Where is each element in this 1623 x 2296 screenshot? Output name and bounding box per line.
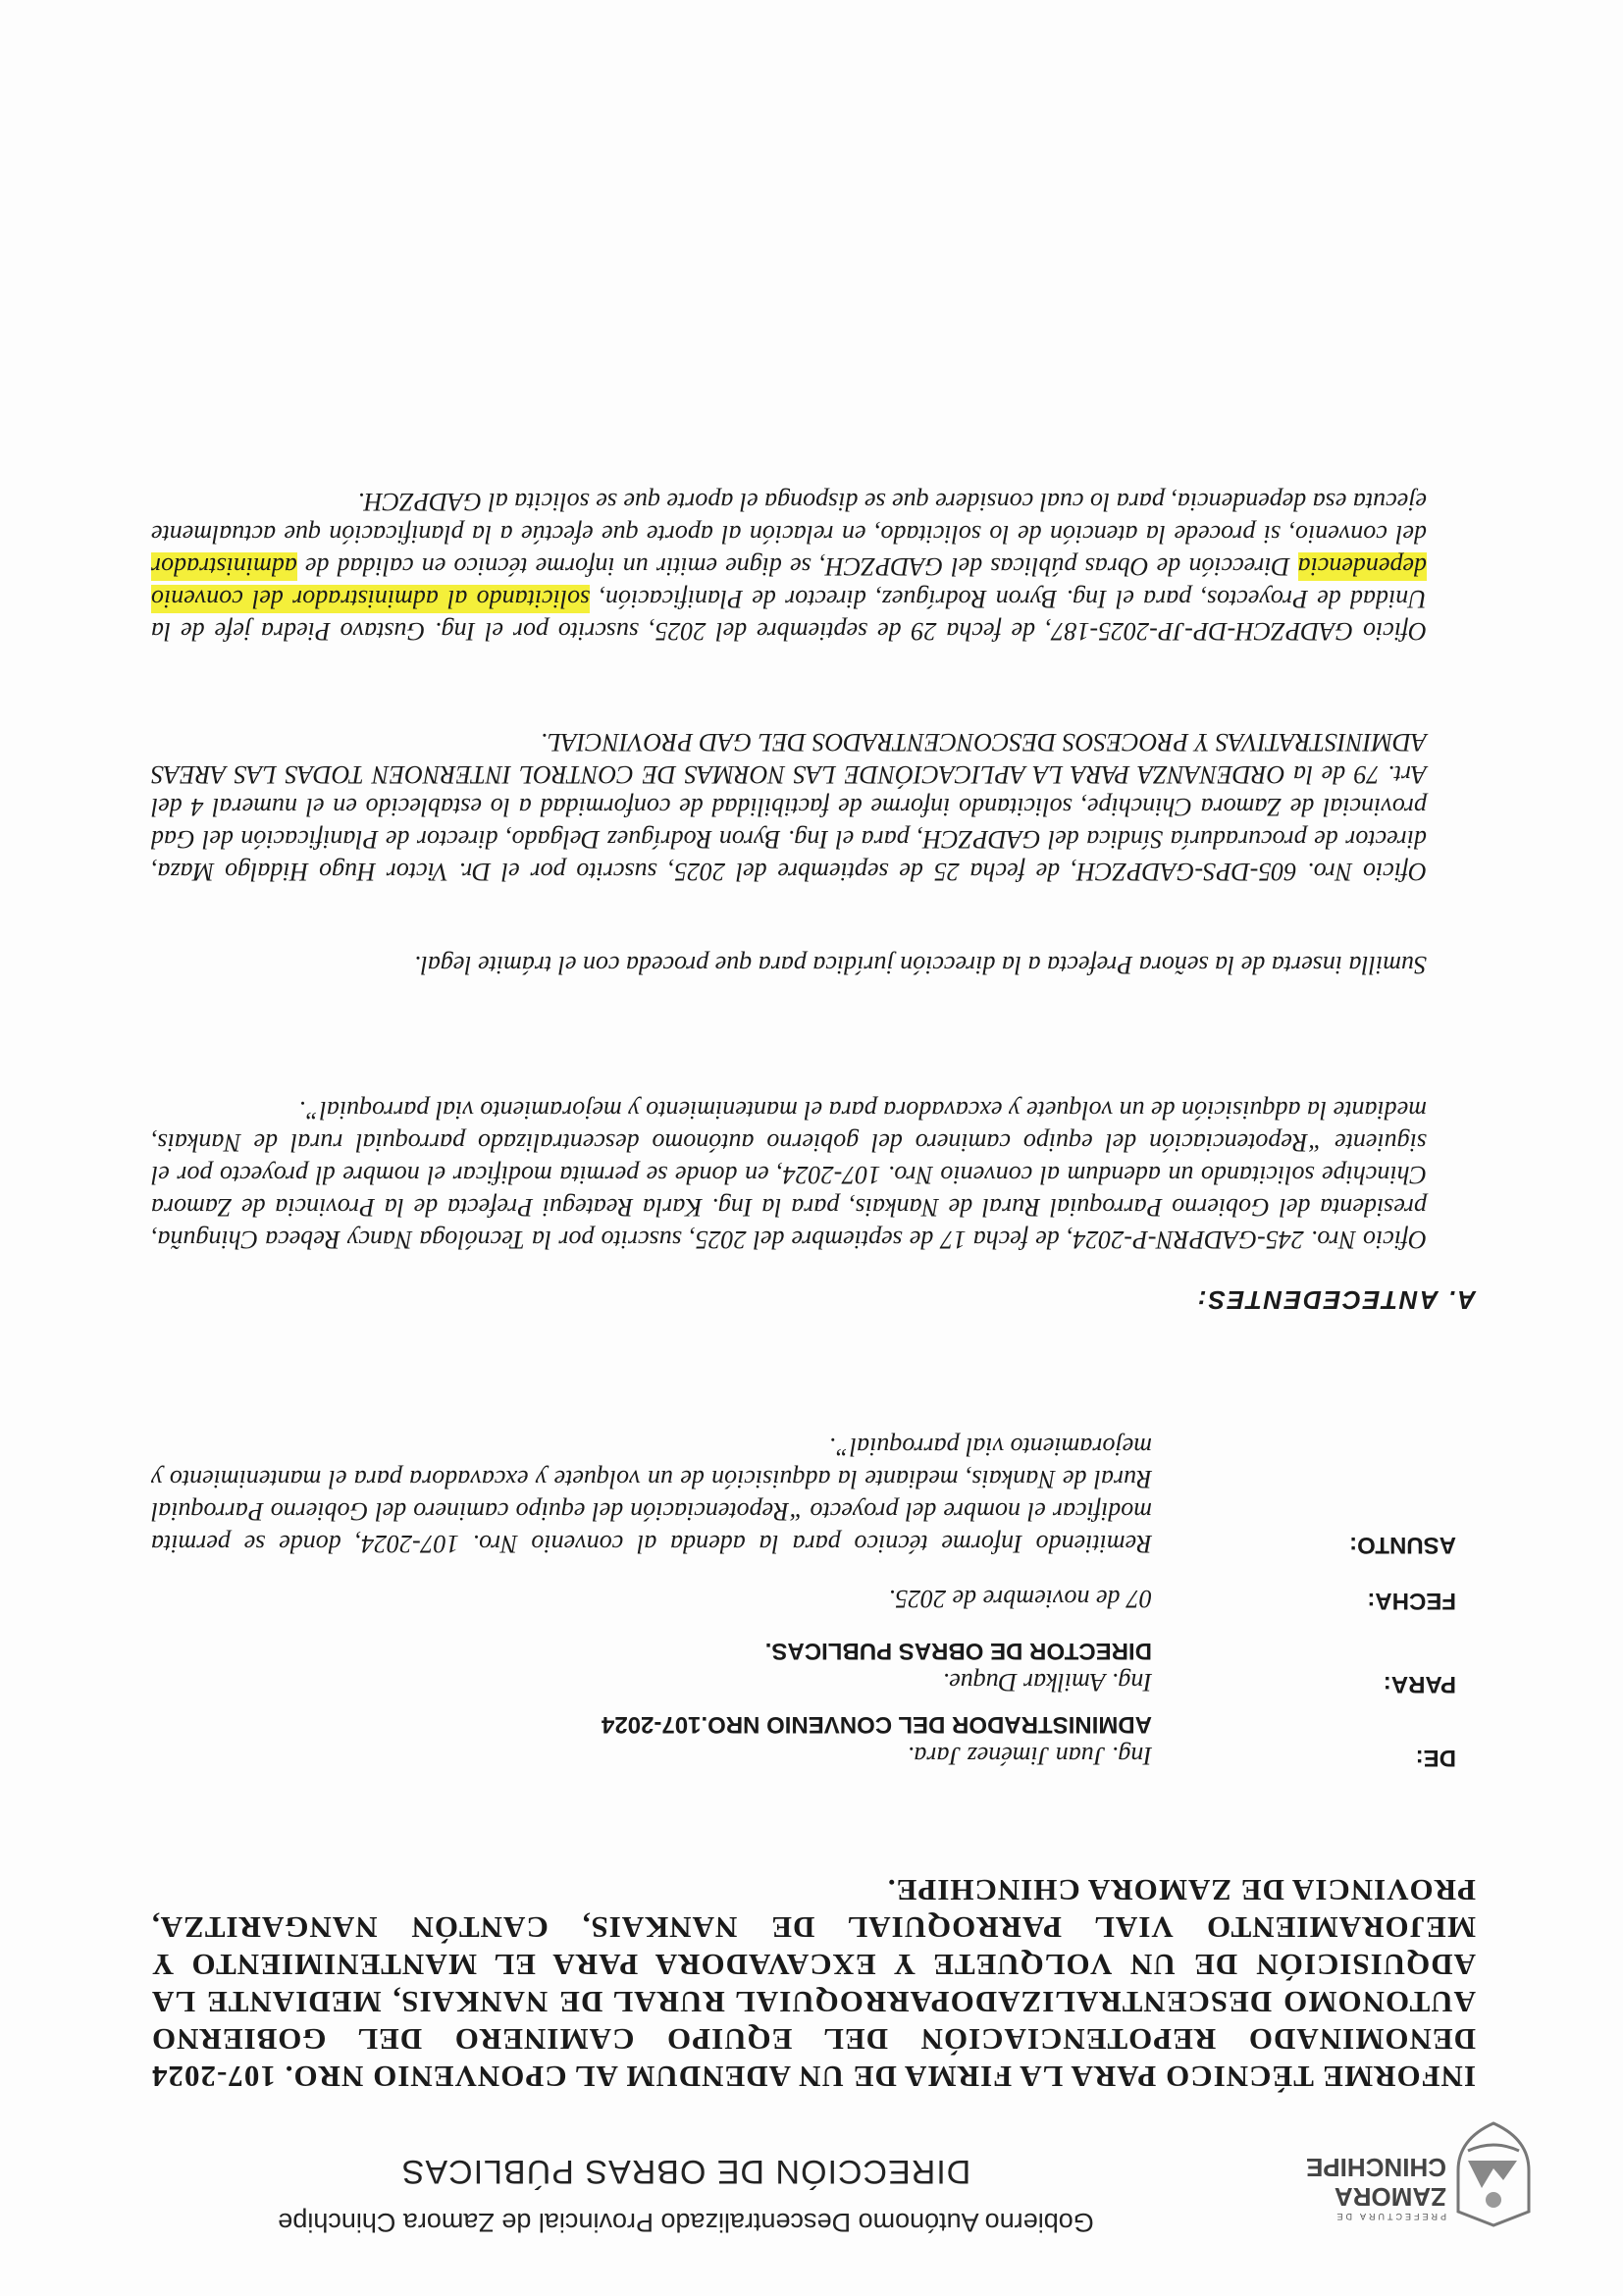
antecedente-paragraph-1: Oficio Nro. 245-GADPRN-P-2024, de fecha 17 de septiembre del 2025, suscrito por la Tecnóloga Nancy Rebeca Chinguña, presidenta del Gobierno Parroquial Rural de Nankais, para la Ing. Karla Reategui Prefecta de la Provincia de Zamora Chinchipe solicitando un adendum al convenio Nro. 107-2024, en donde se permita modificar el nombre dl proyecto por el siguiente “Repotenciación del equipo caminero del gobierno autónomo descentralizado parroquial rural de Nankais, mediante la adquisición de un volquete y excavadora para el mantenimiento y mejoramiento vial parroquial”. [151,1096,1427,1254]
letterhead [73,2110,1544,2237]
antecedente-paragraph-2: Sumilla inserta de la señora Prefecta a la dirección jurídica para que proceda con el trámite legal. [414,951,1427,979]
department-name: DIRECCIÓN DE OBRAS PÚBLICAS [400,2153,971,2190]
asunto-label: ASUNTO: [1349,1532,1456,1558]
logo-line-zamora: ZAMORA [1334,2182,1446,2212]
prefectura-logo [1305,2114,1544,2237]
p4-highlight-administrador: administrador [151,552,297,581]
de-role: ADMINISTRADOR DEL CONVENIO NRO.107-2024 [602,1711,1152,1738]
report-title: INFORME TÉCNICO PARA LA FIRMA DE UN ADENDUM AL CPONVENIO NRO. 107-2024 DENOMINADO REPOTENCIACIÓN DEL EQUIPO CAMINERO DEL GOBIERNO AUTONOMO DESCENTRALIZADOPARROQUIAL RURAL DE NANKAIS, MEDIANTE LA ADQUISICIÓN DE UN VOLQUETE Y EXCAVADORA PARA EL MANTENIMIENTO Y MEJORAMIENTO VIAL PARROQUIAL DE NANKAIS, CANTÓN NANGARITZA, PROVINCIA DE ZAMORA CHINCHIPE. [151,1873,1476,2094]
section-antecedentes-heading: A. ANTECEDENTES: [1195,1285,1476,1315]
p4-text-end: del convenio, si procede la atención de lo solicitado, en relación al aporte que efectúe a la planificación que actualmente ejecuta esa dependencia, para lo cual considere que se disponga el aporte que se solicita al GADPZCH. [151,488,1427,548]
fecha-label: FECHA: [1367,1588,1456,1614]
logo-line-chinchipe: CHINCHIPE [1305,2153,1446,2182]
para-name: Ing. Amilkar Duque. [942,1668,1152,1696]
antecedente-paragraph-4 [151,486,1427,648]
p4-text-middle: Dirección de Obras públicas del GADPZCH, se digne emitir un informe técnico en calidad de [296,552,1298,581]
organization-name: Gobierno Autónomo Descentralizado Provincial de Zamora Chinchipe [278,2208,1094,2237]
de-name: Ing. Juan Jiménez Jara. [907,1742,1152,1770]
prefectura-emblem-icon [1450,2119,1537,2229]
logo-small-caption: PREFECTURA DE [1334,2212,1446,2221]
antecedente-paragraph-3: Oficio Nro. 605-DPS-GADPZCH, de fecha 25 de septiembre del 2025, suscrito por el Dr. Victor Hugo Hidalgo Maza, director de procuraduría Síndica del GADPZCH, para el Ing. Byron Rodríguez Delgado, director de Planificación del Gad provincial de Zamora Chinchipe, solicitando informe de factibilidad de conformidad a lo establecido en el numeral 4 del Art. 79 de la ORDENANZA PARA LA APLICACIÓNDE LAS NORMAS DE CONTROL INTERNOEN TODAS LAS AREAS ADMINISTRATIVAS Y PROCESOS DESCONCENTRADOS DEL GAD PROVINCIAL. [151,728,1427,886]
p4-highlight-request: solicitando al administrador del convenio dependencia [150,552,1427,613]
para-label: PARA: [1383,1671,1456,1697]
asunto-value: Remitiendo Informe técnico para la adenda al convenio Nro. 107-2024, donde se permita modificar el nombre del proyecto “Repotenciación del equipo caminero del Gobierno Parroquial Rural de Nankais, mediante la adquisición de un volquete y excavadora para el mantenimiento y mejoramiento vial parroquial”. [151,1433,1152,1558]
fecha-value: 07 de noviembre de 2025. [888,1585,1152,1613]
de-label: DE: [1415,1745,1456,1771]
logo-wordmark [1305,2153,1446,2221]
p4-text-start: Oficio GADPZCH-DP-JP-2025-187, de fecha 29 de septiembre del 2025, suscrito por el Ing. Gustavo Piedra jefe de la Unidad de Proyectos, para el Ing. Byron Rodríguez, director de Planificación, [151,585,1427,646]
para-role: DIRECTOR DE OBRAS PUBLICAS. [764,1638,1152,1664]
